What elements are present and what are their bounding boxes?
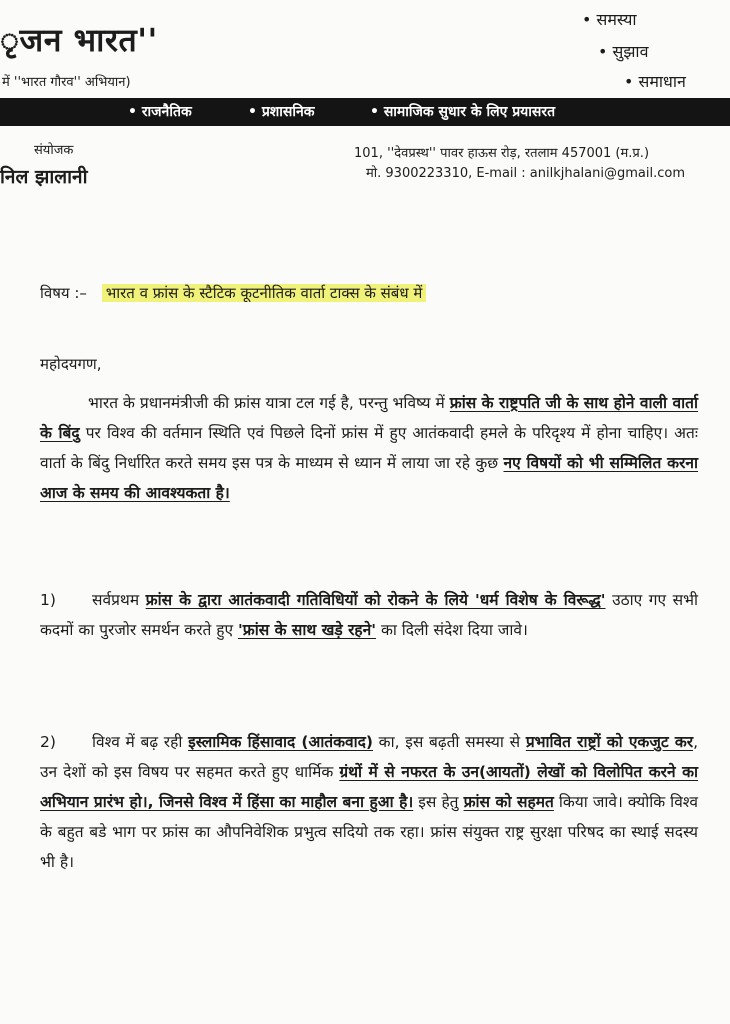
motto-item-suggestion: • सुझाव	[598, 42, 649, 61]
point-text: , उन देशों को इस विषय पर सहमत करते हुए धार्मिक	[40, 733, 698, 781]
subject-line	[40, 283, 426, 303]
point-underlined-text: इस्लामिक हिंसावाद (आतंकवाद)	[188, 733, 373, 751]
point-text: किया जावे। क्योकि विश्व के बहुत बडे भाग पर फ्रांस का औपनिवेशिक प्रभुत्व सदियो तक रहा। फ्रांस संयुक्त राष्ट्र सुरक्षा परिषद का स्थाई सदस्य भी है।	[40, 793, 699, 871]
point-underlined-text: 'फ्रांस के साथ खड़े रहने'	[238, 621, 377, 639]
point-number: 2)	[40, 733, 56, 751]
point-underlined-text: फ्रांस को सहमत	[463, 793, 554, 811]
point-text: विश्व में बढ़ रही	[92, 733, 189, 751]
band-item-social-reform: • सामाजिक सुधार के लिए प्रयासरत	[370, 104, 556, 120]
point-number: 1)	[40, 591, 56, 609]
convener-label: संयोजक	[34, 143, 74, 158]
point-underlined-text: प्रभावित राष्ट्रों को एकजुट कर	[525, 733, 694, 751]
point-text: सर्वप्रथम	[92, 591, 146, 609]
band-item-political: • राजनैतिक	[128, 104, 192, 120]
point-underlined-text: ग्रंथों में से नफरत के उन(आयतों) लेखों को विलोपित करने का अभियान प्रारंभ हो।, जिनसे विश्व में हिंसा का माहौल बना हुआ है।	[40, 763, 698, 811]
subject-label: विषय :–	[40, 284, 87, 302]
motto-item-problem: • समस्या	[582, 10, 637, 29]
intro-text: भारत के प्रधानमंत्रीजी की फ्रांस यात्रा टल गई है, परन्तु भविष्य में	[88, 394, 450, 412]
salutation: महोदयगण,	[40, 355, 102, 373]
organization-tagline: में ''भारत गौरव'' अभियान)	[2, 75, 131, 90]
point-underlined-text: फ्रांस के द्वारा आतंकवादी गतिविधियों को रोकने के लिये 'धर्म विशेष के विरूद्ध'	[145, 591, 606, 609]
convener-name: निल झालानी	[0, 166, 88, 188]
point-text: उठाए गए सभी कदमों का पुरजोर समर्थन करते हुए	[40, 591, 698, 639]
intro-text: पर विश्व की वर्तमान स्थिति एवं पिछले दिनों फ्रांस में हुए आतंकवादी हमले के परिदृश्य में होना चाहिए। अतः वार्ता के बिंदु निर्धारित करते समय इस पत्र के माध्यम से ध्यान में लाया जा रहे कुछ	[40, 424, 698, 472]
subject-text-highlighted: भारत व फ्रांस के स्टैटिक कूटनीतिक वार्ता टाक्स के संबंध में	[102, 284, 427, 302]
point-2-paragraph	[40, 727, 698, 877]
address: 101, ''देवप्रस्थ'' पावर हाऊस रोड़, रतलाम 457001 (म.प्र.)	[354, 146, 650, 161]
intro-underlined-text: नए विषयों को भी सम्मिलित करना आज के समय की आवश्यकता है।	[40, 454, 698, 502]
intro-paragraph	[40, 388, 698, 508]
letterhead-band	[0, 98, 730, 126]
contact-details: मो. 9300223310, E-mail : anilkjhalani@gmail.com	[366, 166, 685, 181]
point-text: का दिली संदेश दिया जावे।	[376, 621, 528, 639]
motto-item-solution: • समाधान	[624, 72, 686, 91]
point-1-paragraph	[40, 585, 698, 645]
point-text: इस हेतु	[413, 793, 464, 811]
intro-underlined-text: फ्रांस के राष्ट्रपति जी के साथ होने वाली वार्ता के बिंदु	[40, 394, 698, 442]
band-item-administrative: • प्रशासनिक	[248, 104, 315, 120]
organization-name: ृजन भारत''	[0, 21, 158, 59]
point-text: का, इस बढ़ती समस्या से	[372, 733, 526, 751]
